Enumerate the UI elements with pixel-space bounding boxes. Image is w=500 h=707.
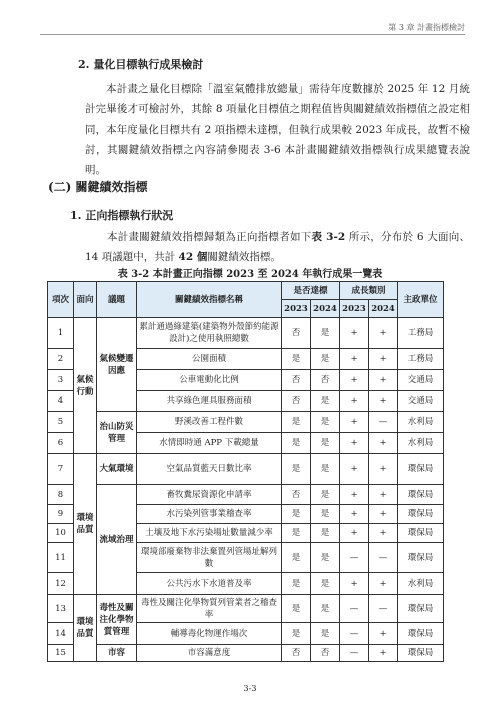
unit: 交通局 [398,370,444,391]
col-unit: 主政單位 [398,282,444,318]
growth-2023: — [340,543,369,573]
growth-2024: + [369,505,398,524]
issue-disaster: 治山防災管理 [97,412,137,454]
col-met-2023: 2023 [282,300,311,318]
unit: 環保局 [398,645,444,662]
indicator-name: 輔導毒化物運作場次 [137,623,282,645]
met-2023: 是 [282,543,311,573]
row-no: 12 [48,573,74,595]
unit: 水利局 [398,433,444,454]
p2-text-1: 本計畫關鍵績效指標歸類為正向指標者如下 [107,231,312,243]
met-2023: 否 [282,318,311,349]
met-2023: 否 [282,391,311,412]
header-rule [40,34,465,35]
met-2024: 是 [311,318,340,349]
met-2024: 是 [311,349,340,370]
met-2024: 是 [311,391,340,412]
section-title: 2. 量化目標執行成果檢討 [78,58,204,71]
met-2024: 是 [311,485,340,505]
met-2023: 否 [282,645,311,662]
met-2023: 是 [282,412,311,433]
indicator-name: 毒性及關注化學物質列管業者之稽查率 [137,595,282,623]
row-no: 1 [48,318,74,349]
growth-2023: + [340,433,369,454]
col-aspect: 面向 [74,282,97,318]
row-no: 7 [48,454,74,485]
met-2024: 是 [311,524,340,543]
met-2024: 是 [311,573,340,595]
met-2024: 否 [311,645,340,662]
page-number: 3-3 [243,684,257,693]
aspect-climate: 氣候行動 [74,318,97,454]
unit: 環保局 [398,524,444,543]
unit: 環保局 [398,595,444,623]
growth-2023: + [340,370,369,391]
col-met-2024: 2024 [311,300,340,318]
met-2023: 是 [282,349,311,370]
unit: 環保局 [398,543,444,573]
unit: 工務局 [398,349,444,370]
growth-2023: — [340,595,369,623]
growth-2024: — [369,412,398,433]
col-growth-2023: 2023 [340,300,369,318]
unit: 環保局 [398,623,444,645]
met-2024: 是 [311,505,340,524]
met-2024: 否 [311,370,340,391]
row-no: 9 [48,505,74,524]
col-growth-2024: 2024 [369,300,398,318]
row-no: 15 [48,645,74,662]
col-issue: 議題 [97,282,137,318]
growth-2023: + [340,505,369,524]
p2-bold-table: 表 3-2 [311,231,346,243]
met-2024: 是 [311,623,340,645]
growth-2024: + [369,645,398,662]
growth-2023: — [340,645,369,662]
aspect-environment: 環境品質 [74,454,97,595]
indicator-name: 水情即時通 APP 下載總量 [137,433,282,454]
page-header: 第 3 章 計畫指標檢討 [388,23,465,32]
met-2023: 是 [282,524,311,543]
growth-2023: + [340,454,369,485]
indicator-name: 空氣品質藍天日數比率 [137,454,282,485]
met-2023: 否 [282,485,311,505]
p2-text-3: 關鍵績效指標。 [207,251,281,264]
issue-city: 市容 [97,645,137,662]
paragraph-2 [85,227,470,268]
indicator-name: 畜牧糞尿資源化申請率 [137,485,282,505]
growth-2024: + [369,454,398,485]
row-no: 14 [48,623,74,645]
col-indicator: 關鍵績效指標名稱 [137,282,282,318]
growth-2024: + [369,433,398,454]
row-no: 4 [48,391,74,412]
p2-bold-count: 42 個 [178,251,208,264]
indicator-name: 公共污水下水道普及率 [137,573,282,595]
growth-2023: + [340,485,369,505]
indicator-name: 公車電動化比例 [137,370,282,391]
row-no: 8 [48,485,74,505]
row-no: 3 [48,370,74,391]
met-2023: 是 [282,623,311,645]
met-2024: 是 [311,595,340,623]
growth-2024: + [369,370,398,391]
row-no: 10 [48,524,74,543]
issue-air: 大氣環境 [97,454,137,485]
met-2024: 是 [311,412,340,433]
met-2023: 是 [282,595,311,623]
row-no: 13 [48,595,74,623]
indicator-name: 水污染列管事業稽查率 [137,505,282,524]
growth-2023: + [340,412,369,433]
unit: 交通局 [398,391,444,412]
unit: 水利局 [398,573,444,595]
indicator-name: 土壤及地下水污染場址數量減少率 [137,524,282,543]
kpi-table [47,281,444,662]
growth-2023: + [340,524,369,543]
met-2024: 是 [311,543,340,573]
indicator-name: 累計通過綠建築(建築物外殼節約能源設計)之使用執照總數 [137,318,282,349]
row-no: 11 [48,543,74,573]
col-met: 是否達標 [282,282,340,300]
met-2023: 否 [282,370,311,391]
unit: 環保局 [398,454,444,485]
col-no: 項次 [48,282,74,318]
indicator-name: 市容滿意度 [137,645,282,662]
growth-2024: + [369,318,398,349]
row-no: 2 [48,349,74,370]
growth-2023: — [340,623,369,645]
issue-watershed: 流域治理 [97,485,137,595]
growth-2024: + [369,524,398,543]
met-2023: 是 [282,454,311,485]
growth-2024: + [369,573,398,595]
unit: 工務局 [398,318,444,349]
met-2023: 是 [282,505,311,524]
row-no: 6 [48,433,74,454]
growth-2023: + [340,349,369,370]
growth-2024: — [369,543,398,573]
p2-text-2: 所示，分布於 6 大面向、14 項議題中，共計 [85,231,470,264]
growth-2023: + [340,391,369,412]
growth-2023: + [340,573,369,595]
unit: 環保局 [398,505,444,524]
heading-kpi: (二) 關鍵績效指標 [48,180,148,194]
indicator-name: 環境部廢棄物非法棄置列管場址解列數 [137,543,282,573]
growth-2023: + [340,318,369,349]
growth-2024: + [369,485,398,505]
indicator-name: 公園面積 [137,349,282,370]
issue-toxic: 毒性及關注化學物質管理 [97,595,137,645]
indicator-name: 共享綠色運具服務面積 [137,391,282,412]
unit: 環保局 [398,485,444,505]
growth-2024: + [369,349,398,370]
heading-positive: 1. 正向指標執行狀況 [70,209,174,222]
growth-2024: + [369,391,398,412]
met-2023: 是 [282,433,311,454]
row-no: 5 [48,412,74,433]
issue-climate: 氣候變遷因應 [97,318,137,412]
met-2023: 是 [282,573,311,595]
growth-2024: + [369,623,398,645]
indicator-name: 野溪改善工程件數 [137,412,282,433]
aspect-environment-2: 環境品質 [74,595,97,662]
unit: 水利局 [398,412,444,433]
met-2024: 是 [311,454,340,485]
met-2024: 是 [311,433,340,454]
table-caption: 表 3-2 本計畫正向指標 2023 至 2024 年執行成果一覽表 [117,269,383,280]
paragraph-1: 本計畫之量化目標除「溫室氣體排放總量」需待年度數據於 2025 年 12 月統計完畢後才可檢討外，其餘 8 項量化目標值之期程值皆與關鍵績效指標值之設定相同，本年度量化目標共有 2 項指標未達標，但執行成果較 2023 年成長，故暫不檢討，其關鍵績效指標之內容請參閱表 3-6 本計畫關鍵績效指標執行成果總覽表說明。 [85,83,470,177]
growth-2024: — [369,595,398,623]
col-growth: 成長類別 [340,282,398,300]
